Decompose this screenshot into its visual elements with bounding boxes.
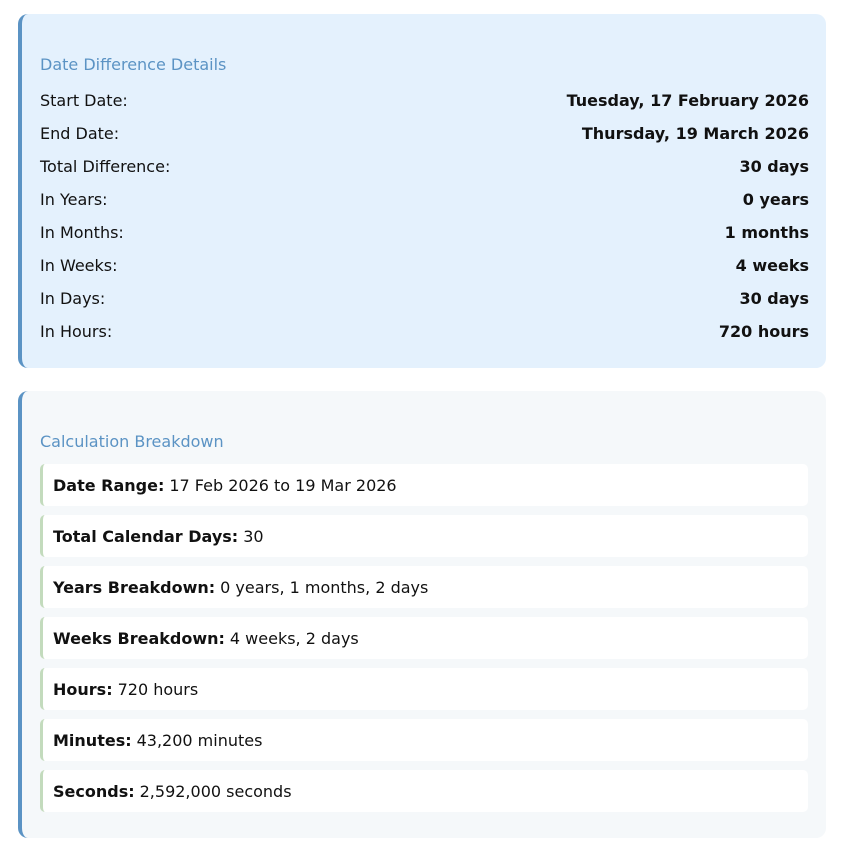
detail-label: In Years: xyxy=(40,190,108,209)
breakdown-value: 30 xyxy=(243,526,264,546)
breakdown-value: 17 Feb 2026 to 19 Mar 2026 xyxy=(169,475,397,495)
detail-row-in-years xyxy=(40,183,809,216)
breakdown-item-date-range xyxy=(40,464,808,506)
detail-label: Start Date: xyxy=(40,91,128,110)
detail-value: 4 weeks xyxy=(735,256,809,275)
detail-value: 30 days xyxy=(739,289,809,308)
detail-value: 30 days xyxy=(739,157,809,176)
breakdown-value: 720 hours xyxy=(117,679,199,699)
breakdown-key: Seconds: xyxy=(53,781,135,801)
details-title: Date Difference Details xyxy=(40,55,227,74)
detail-label: Total Difference: xyxy=(40,157,171,176)
breakdown-item-years xyxy=(40,566,808,608)
detail-label: In Days: xyxy=(40,289,106,308)
breakdown-key: Hours: xyxy=(53,679,113,699)
detail-value: Thursday, 19 March 2026 xyxy=(581,124,809,143)
breakdown-value: 43,200 minutes xyxy=(136,730,263,750)
detail-row-total-difference xyxy=(40,150,809,183)
detail-value: 1 months xyxy=(724,223,809,242)
detail-value: 720 hours xyxy=(718,322,809,341)
detail-label: In Months: xyxy=(40,223,124,242)
detail-row-in-hours xyxy=(40,315,809,348)
breakdown-item-seconds xyxy=(40,770,808,812)
breakdown-value: 0 years, 1 months, 2 days xyxy=(220,577,429,597)
breakdown-key: Total Calendar Days: xyxy=(53,526,239,546)
breakdown-key: Years Breakdown: xyxy=(53,577,216,597)
detail-row-in-weeks xyxy=(40,249,809,282)
detail-label: End Date: xyxy=(40,124,120,143)
detail-row-end-date xyxy=(40,117,809,150)
breakdown-key: Minutes: xyxy=(53,730,132,750)
detail-value: Tuesday, 17 February 2026 xyxy=(566,91,809,110)
breakdown-item-weeks xyxy=(40,617,808,659)
date-difference-details-card xyxy=(18,14,826,368)
detail-row-start-date xyxy=(40,84,809,117)
breakdown-value: 2,592,000 seconds xyxy=(139,781,292,801)
detail-label: In Hours: xyxy=(40,322,113,341)
breakdown-item-total-calendar-days xyxy=(40,515,808,557)
calculation-breakdown-card xyxy=(18,391,826,838)
detail-row-in-months xyxy=(40,216,809,249)
breakdown-value: 4 weeks, 2 days xyxy=(229,628,359,648)
detail-value: 0 years xyxy=(742,190,809,209)
breakdown-key: Date Range: xyxy=(53,475,165,495)
detail-label: In Weeks: xyxy=(40,256,118,275)
breakdown-item-hours xyxy=(40,668,808,710)
breakdown-title: Calculation Breakdown xyxy=(40,432,224,451)
breakdown-key: Weeks Breakdown: xyxy=(53,628,225,648)
breakdown-item-minutes xyxy=(40,719,808,761)
detail-row-in-days xyxy=(40,282,809,315)
